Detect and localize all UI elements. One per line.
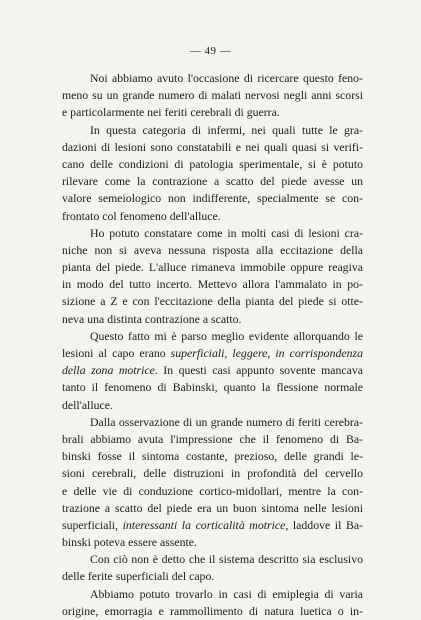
text-line: frontato col fenomeno dell'alluce. [62,208,221,223]
text-line: tanto il fenomeno di Babinski, quanto la flessione normale [62,380,363,395]
text-segment: lesioni al capo erano [62,346,171,360]
text-line: pianta del piede. L'alluce rimaneva immobile oppure reagiva [62,260,363,275]
text-line: Con ciò non è detto che il sistema descritto sia esclusivo [90,552,363,567]
text-line [62,517,363,534]
text-line: binski fosse il sintoma costante, prezioso, delle grandi le- [62,449,363,464]
text-line: sioni cerebrali, delle distruzioni in profondità del cervello [62,466,363,481]
text-segment: superficiali, [62,517,123,532]
text-line: dazioni di lesioni sono constatabili e nei quali quasi si verifi- [62,139,363,154]
text-line: Ho potuto constatare come in molti casi di lesioni cra- [90,225,363,240]
text-segment: , laddove il Ba- [285,517,363,532]
text-line: in modo del tutto incerto. Mettevo allora l'ammalato in po- [62,277,363,292]
text-line: cano delle condizioni di patologia sperimentale, si è potuto [62,156,363,171]
text-line: sizione a Z e con l'eccitazione della pianta del piede si otte- [62,294,363,309]
text-line: e particolarmente nei feriti cerebrali di guerra. [62,105,280,120]
body-text [62,70,363,620]
text-line: rilevare come la contrazione a scatto del piede avesse un [62,174,363,189]
text-line: Noi abbiamo avuto l'occasione di ricercare questo feno- [90,71,363,85]
italic-phrase: superficiali, leggere, in corrispondenza [170,346,363,360]
text-line: meno su un grande numero di malati nervosi negli anni scorsi [62,88,363,103]
text-segment: . In questi casi appunto sovente mancava [154,363,364,378]
text-line: delle ferite superficiali del capo. [62,569,215,584]
text-line [62,362,363,379]
italic-phrase: della zona motrice [62,363,155,378]
text-line: niche non si aveva nessuna risposta alla eccitazione della [62,242,363,257]
text-line: dell'alluce. [62,397,113,412]
text-line: e delle vie di conduzione cortico-midollari, mentre la con- [62,483,363,498]
text-line: binski poteva essere assente. [62,535,197,550]
text-line: neva una distinta contrazione a scatto. [62,311,242,326]
text-line: Questo fatto mi è parso meglio evidente allorquando le [90,328,363,343]
text-line: valore semeiologico non indifferente, specialmente se con- [62,191,363,206]
text-line: trazione a scatto del piede era un buon sintoma nelle lesioni [62,500,363,515]
page-number: — 49 — [189,45,232,57]
text-line: origine, emorragia e rammollimento di natura luetica o in- [62,603,363,618]
text-line: In questa categoria di infermi, nei quali tutte le gra- [90,122,363,137]
text-line: Dalla osservazione di un grande numero di feriti cerebra- [90,414,363,429]
text-line: Abbiamo potuto trovarlo in casi di emiplegia di varia [90,586,363,601]
text-line: brali abbiamo avuta l'impressione che il fenomeno di Ba- [62,431,363,446]
text-line [62,345,363,362]
italic-phrase: interessanti la corticalità motrice [122,517,286,532]
